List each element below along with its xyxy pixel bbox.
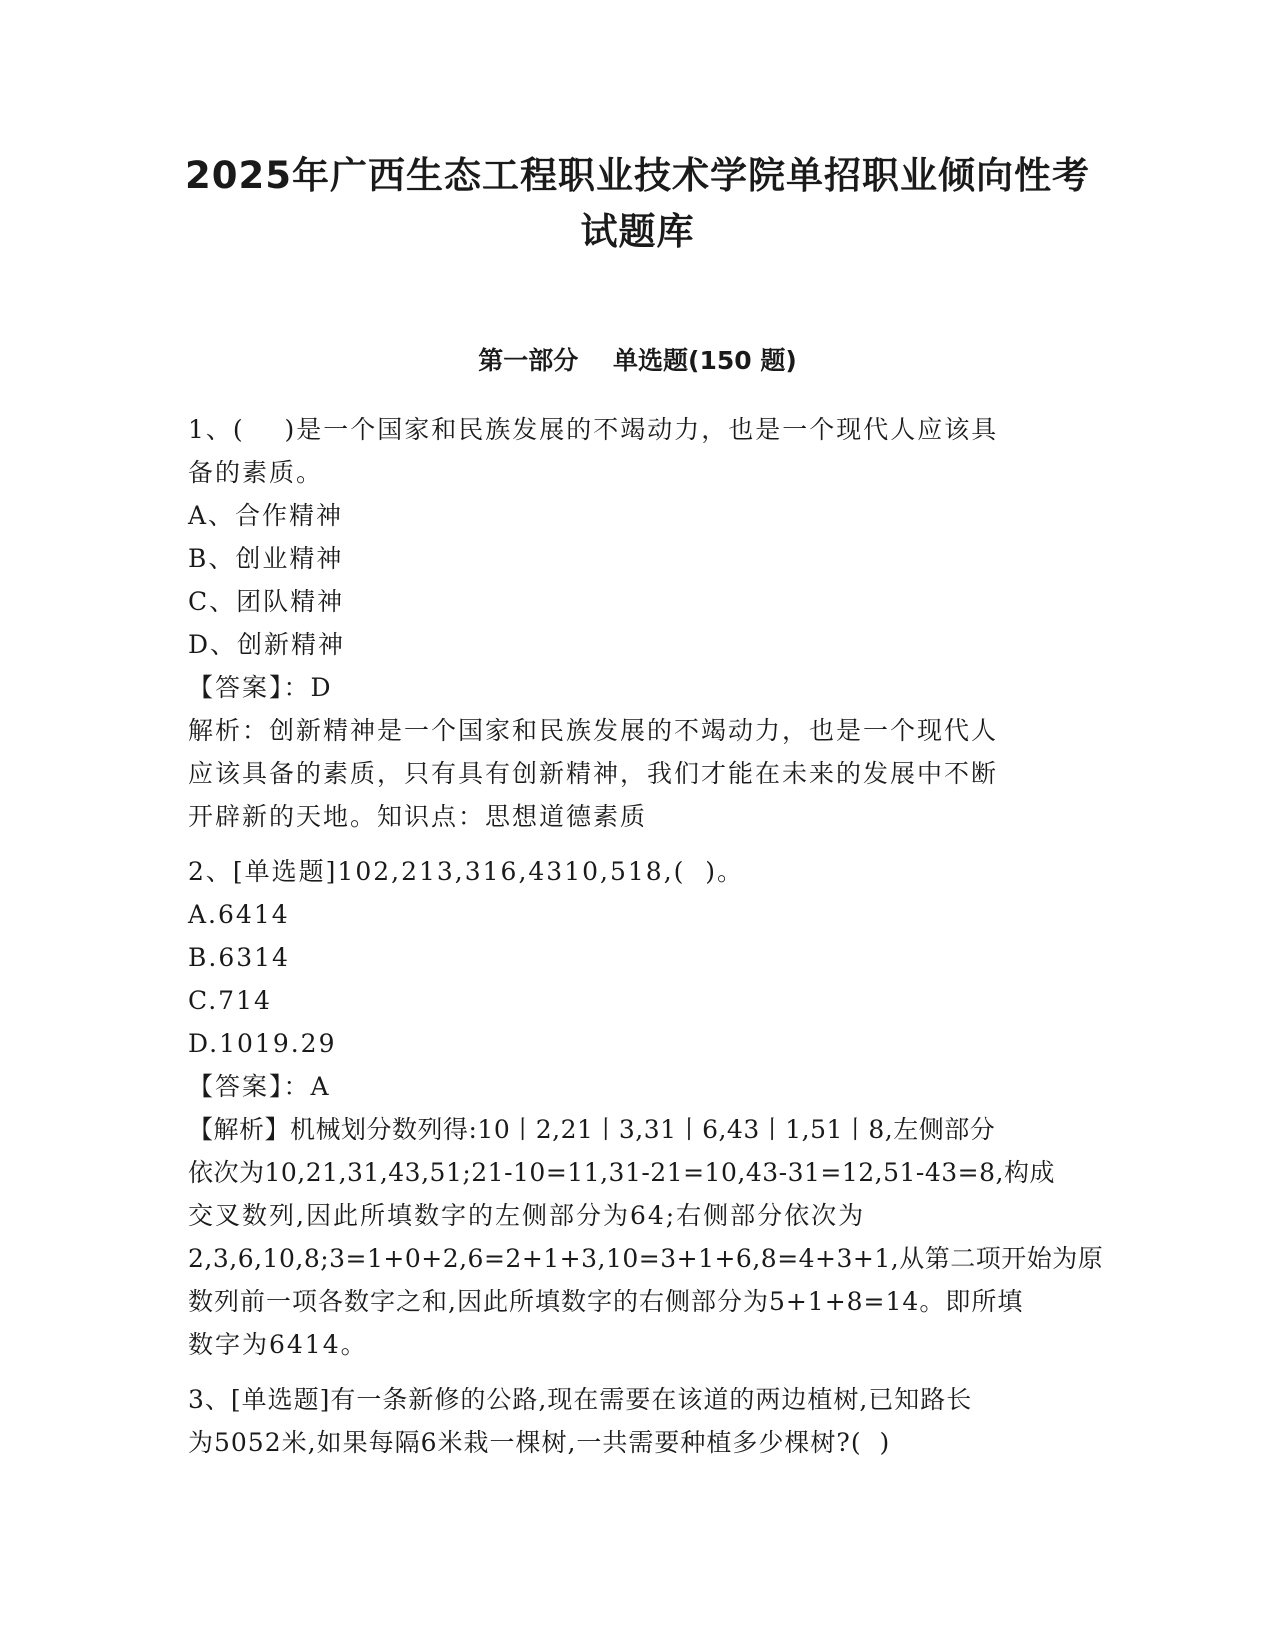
- analysis-line: 依次为10,21,31,43,51;21-10=11,31-21=10,43-31=12,51-43=8,构成: [188, 1158, 1055, 1187]
- option-d: D、创新精神: [188, 630, 346, 659]
- analysis-line: 解析：创新精神是一个国家和民族发展的不竭动力，也是一个现代人: [188, 716, 999, 745]
- option-c: C.714: [188, 986, 272, 1015]
- document-title: [150, 148, 1125, 260]
- option-c: C、团队精神: [188, 587, 345, 616]
- analysis-line: 2,3,6,10,8;3=1+0+2,6=2+1+3,10=3+1+6,8=4+3+1,从第二项开始为原: [188, 1244, 1104, 1273]
- option-d: D.1019.29: [188, 1029, 337, 1058]
- question-list: [188, 408, 1104, 1464]
- analysis-line: 开辟新的天地。知识点：思想道德素质: [188, 802, 648, 831]
- analysis-line: 交叉数列,因此所填数字的左侧部分为64;右侧部分依次为: [188, 1201, 866, 1230]
- document-title-line-1: 2025年广西生态工程职业技术学院单招职业倾向性考: [185, 154, 1090, 197]
- question-stem: 为5052米,如果每隔6米栽一棵树,一共需要种植多少棵树?( ): [188, 1428, 891, 1457]
- question-3: [188, 1378, 1088, 1464]
- section-heading: 第一部分 单选题(150 题): [478, 346, 797, 375]
- analysis-line: 应该具备的素质，只有具有创新精神，我们才能在未来的发展中不断: [188, 759, 999, 788]
- answer: 【答案】：D: [188, 673, 333, 702]
- analysis-line: 数字为6414。: [188, 1330, 368, 1359]
- analysis-line: 数列前一项各数字之和,因此所填数字的右侧部分为5+1+8=14。即所填: [188, 1287, 1024, 1316]
- question-stem: 3、[单选题]有一条新修的公路,现在需要在该道的两边植树,已知路长: [188, 1385, 973, 1414]
- option-a: A、合作精神: [188, 501, 344, 530]
- question-stem: 备的素质。: [188, 458, 324, 487]
- question-1: [188, 408, 1088, 838]
- option-b: B.6314: [188, 943, 290, 972]
- question-stem: 1、( )是一个国家和民族发展的不竭动力，也是一个现代人应该具: [188, 415, 999, 444]
- option-b: B、创业精神: [188, 544, 344, 573]
- document-title-line-2: 试题库: [580, 210, 695, 253]
- option-a: A.6414: [188, 900, 290, 929]
- question-stem: 2、[单选题]102,213,316,4310,518,( )。: [188, 857, 745, 886]
- question-2: [188, 850, 1104, 1366]
- answer: 【答案】：A: [188, 1072, 331, 1101]
- analysis-line: 【解析】机械划分数列得:10丨2,21丨3,31丨6,43丨1,51丨8,左侧部分: [188, 1115, 996, 1144]
